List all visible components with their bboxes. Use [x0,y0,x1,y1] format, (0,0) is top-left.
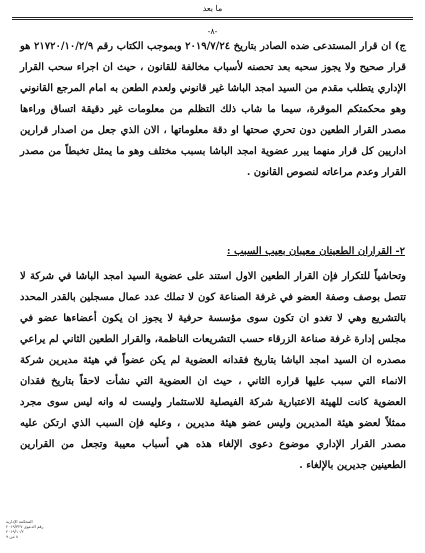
stamp-line-date: ٢٠١٩/١٠/٢ [6,529,24,534]
paragraph-1: ج) ان قرار المستدعى ضده الصادر بتاريخ ٢٠١٩/٧/٢٤ وبموجب الكتاب رقم ٢١٧٢٠/١٠/٢/٩ هو قرار صحيح ولا يجوز سحبه بعد تحصنه لأسباب مخالفة للقانون ، حيث ان اجراء سحب القرار الإداري يتطلب مقدم من السيد امجد الباشا غير قانوني ولعدم الطعن به امام المرجع القانوني وهو محكمتكم الموقرة، سيما ما شاب ذلك التظلم من معلومات غير دقيقة اتساق وراءها مصدر القرار الطعين دون تحري صحتها او دقة معلوماتها ، الان الذي جعل من اصدار قرارين اداريين كل قرار منهما يبرر عضوية امجد الباشا بسبب مختلف وهو ما يمثل تخبطاً من مصدر القرار وعدم مراعاته لنصوص القانون . [20,41,406,178]
header-divider [12,17,413,20]
header-continuation: ما بعد [202,4,223,13]
stamp-line-court: المحكمة الإدارية [6,519,33,524]
page-number: -٨- [207,27,218,36]
paragraph-2: وتحاشياً للتكرار فإن القرار الطعين الاول استند على عضوية السيد امجد الباشا في شركة لا تتصل بوصف وصفة العضو في غرفة الصناعة كون لا تملك عدد عمال مسجلين بالقدر المحدد بالتشريع وهي لا تغدو ان تكون سوى مؤسسة حرفية لا يجوز ان يكون أعضاءها عضو في مجلس إدارة غرفة صناعة الزرقاء حسب التشريعات الناظمة، والقرار الطعين الثاني لم يراعي مصدره ان السيد امجد الباشا بتاريخ فقدانه العضوية لم يكن عضواً في هيئة مديرين شركة الانماء التي سبب عليها قراره الثاني ، حيث ان العضوية التي نشأت لاحقاً بتاريخ فقدان العضوية كانت للهيئة الاعتبارية شركة الفيصلية للاستثمار وليست له وانه ليس سوى مجرد ممثلاً لعضو هيئة المديرين وليس عضو هيئة مديرين ، وعليه فإن السبب الذي ارتكن عليه مصدر القرار الإداري موضوع دعوى الإلغاء هذه هي أسباب معيبة وتجعل من القرارين الطعينين جديرين بالإلغاء . [20,271,406,471]
court-stamp [6,519,76,539]
stamp-line-page: ٨ من ٩ [6,534,19,539]
section-heading: ٢- القراران الطعينان معيبان بعيب السبب : [226,246,405,257]
stamp-line-case-number: رقم الدعوى ٢٠١٩/٣٢٧ [6,524,44,529]
